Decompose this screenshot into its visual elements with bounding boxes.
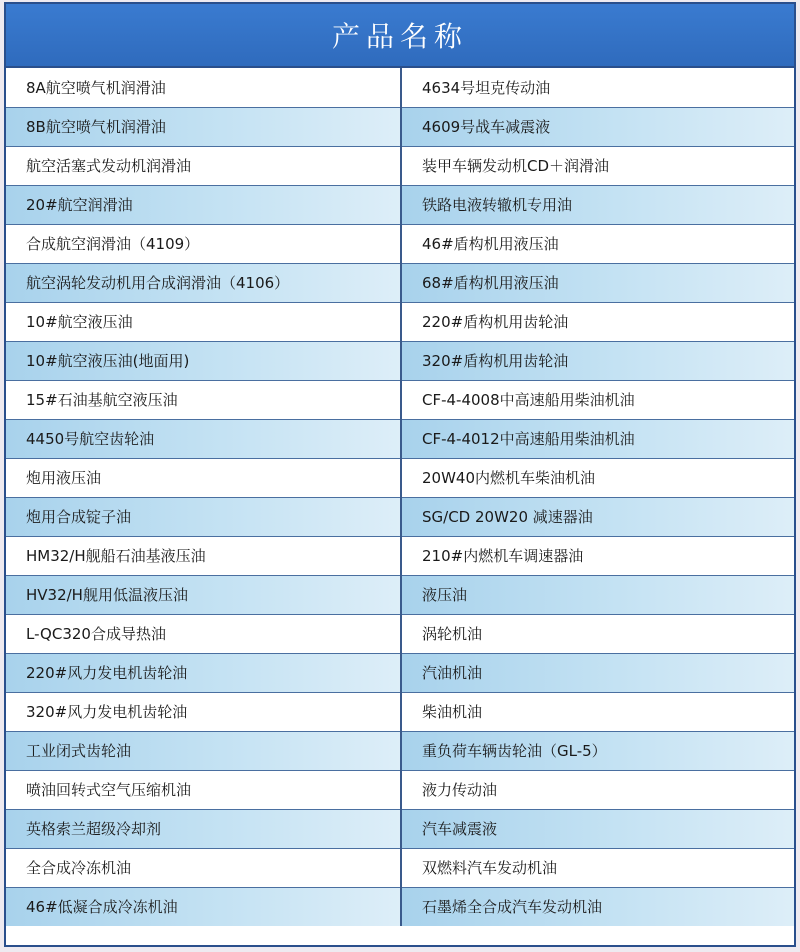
table-row xyxy=(6,497,794,536)
product-name-right: CF-4-4012中高速船用柴油机油 xyxy=(401,419,794,458)
product-name-right: SG/CD 20W20 减速器油 xyxy=(401,497,794,536)
product-name-right: 210#内燃机车调速器油 xyxy=(401,536,794,575)
product-name-left: 英格索兰超级冷却剂 xyxy=(6,809,401,848)
product-name-right: 液压油 xyxy=(401,575,794,614)
product-name-left: L-QC320合成导热油 xyxy=(6,614,401,653)
product-name-left: 炮用合成锭子油 xyxy=(6,497,401,536)
product-name-right: 320#盾构机用齿轮油 xyxy=(401,341,794,380)
table-row xyxy=(6,224,794,263)
table-row xyxy=(6,887,794,926)
table-row xyxy=(6,458,794,497)
product-name-left: 46#低凝合成冷冻机油 xyxy=(6,887,401,926)
table-row xyxy=(6,380,794,419)
product-name-left: HV32/H舰用低温液压油 xyxy=(6,575,401,614)
table-row xyxy=(6,68,794,107)
product-name-left: 10#航空液压油 xyxy=(6,302,401,341)
table-row xyxy=(6,107,794,146)
product-name-right: 石墨烯全合成汽车发动机油 xyxy=(401,887,794,926)
product-name-right: 柴油机油 xyxy=(401,692,794,731)
table-row xyxy=(6,848,794,887)
table-row xyxy=(6,770,794,809)
product-name-left: 10#航空液压油(地面用) xyxy=(6,341,401,380)
table-row xyxy=(6,809,794,848)
product-sheet xyxy=(4,2,796,947)
product-name-left: 炮用液压油 xyxy=(6,458,401,497)
table-row xyxy=(6,536,794,575)
product-name-right: 220#盾构机用齿轮油 xyxy=(401,302,794,341)
product-name-right: 68#盾构机用液压油 xyxy=(401,263,794,302)
product-name-left: 15#石油基航空液压油 xyxy=(6,380,401,419)
product-name-left: 320#风力发电机齿轮油 xyxy=(6,692,401,731)
product-name-right: 46#盾构机用液压油 xyxy=(401,224,794,263)
table-row xyxy=(6,575,794,614)
product-name-right: 4609号战车减震液 xyxy=(401,107,794,146)
product-name-right: 双燃料汽车发动机油 xyxy=(401,848,794,887)
table-row xyxy=(6,653,794,692)
table-row xyxy=(6,263,794,302)
product-name-left: 合成航空润滑油（4109） xyxy=(6,224,401,263)
product-name-right: 涡轮机油 xyxy=(401,614,794,653)
table-row xyxy=(6,185,794,224)
product-name-left: HM32/H舰船石油基液压油 xyxy=(6,536,401,575)
product-name-right: CF-4-4008中高速船用柴油机油 xyxy=(401,380,794,419)
table-row xyxy=(6,419,794,458)
product-name-left: 全合成冷冻机油 xyxy=(6,848,401,887)
table-row xyxy=(6,614,794,653)
title-bar xyxy=(6,4,794,68)
product-name-left: 8B航空喷气机润滑油 xyxy=(6,107,401,146)
product-name-right: 汽车减震液 xyxy=(401,809,794,848)
product-name-left: 8A航空喷气机润滑油 xyxy=(6,68,401,107)
product-name-left: 航空活塞式发动机润滑油 xyxy=(6,146,401,185)
page-title: 产品名称 xyxy=(331,20,468,53)
product-name-right: 重负荷车辆齿轮油（GL-5） xyxy=(401,731,794,770)
table-row xyxy=(6,146,794,185)
product-name-left: 20#航空润滑油 xyxy=(6,185,401,224)
product-name-right: 装甲车辆发动机CD＋润滑油 xyxy=(401,146,794,185)
table-row xyxy=(6,302,794,341)
product-name-left: 航空涡轮发动机用合成润滑油（4106） xyxy=(6,263,401,302)
product-name-left: 喷油回转式空气压缩机油 xyxy=(6,770,401,809)
product-name-left: 220#风力发电机齿轮油 xyxy=(6,653,401,692)
table-row xyxy=(6,341,794,380)
product-name-left: 工业闭式齿轮油 xyxy=(6,731,401,770)
table-row xyxy=(6,692,794,731)
product-name-right: 20W40内燃机车柴油机油 xyxy=(401,458,794,497)
table-row xyxy=(6,731,794,770)
product-name-right: 汽油机油 xyxy=(401,653,794,692)
product-name-right: 4634号坦克传动油 xyxy=(401,68,794,107)
product-table xyxy=(6,68,794,926)
product-name-right: 铁路电液转辙机专用油 xyxy=(401,185,794,224)
product-name-left: 4450号航空齿轮油 xyxy=(6,419,401,458)
product-name-right: 液力传动油 xyxy=(401,770,794,809)
